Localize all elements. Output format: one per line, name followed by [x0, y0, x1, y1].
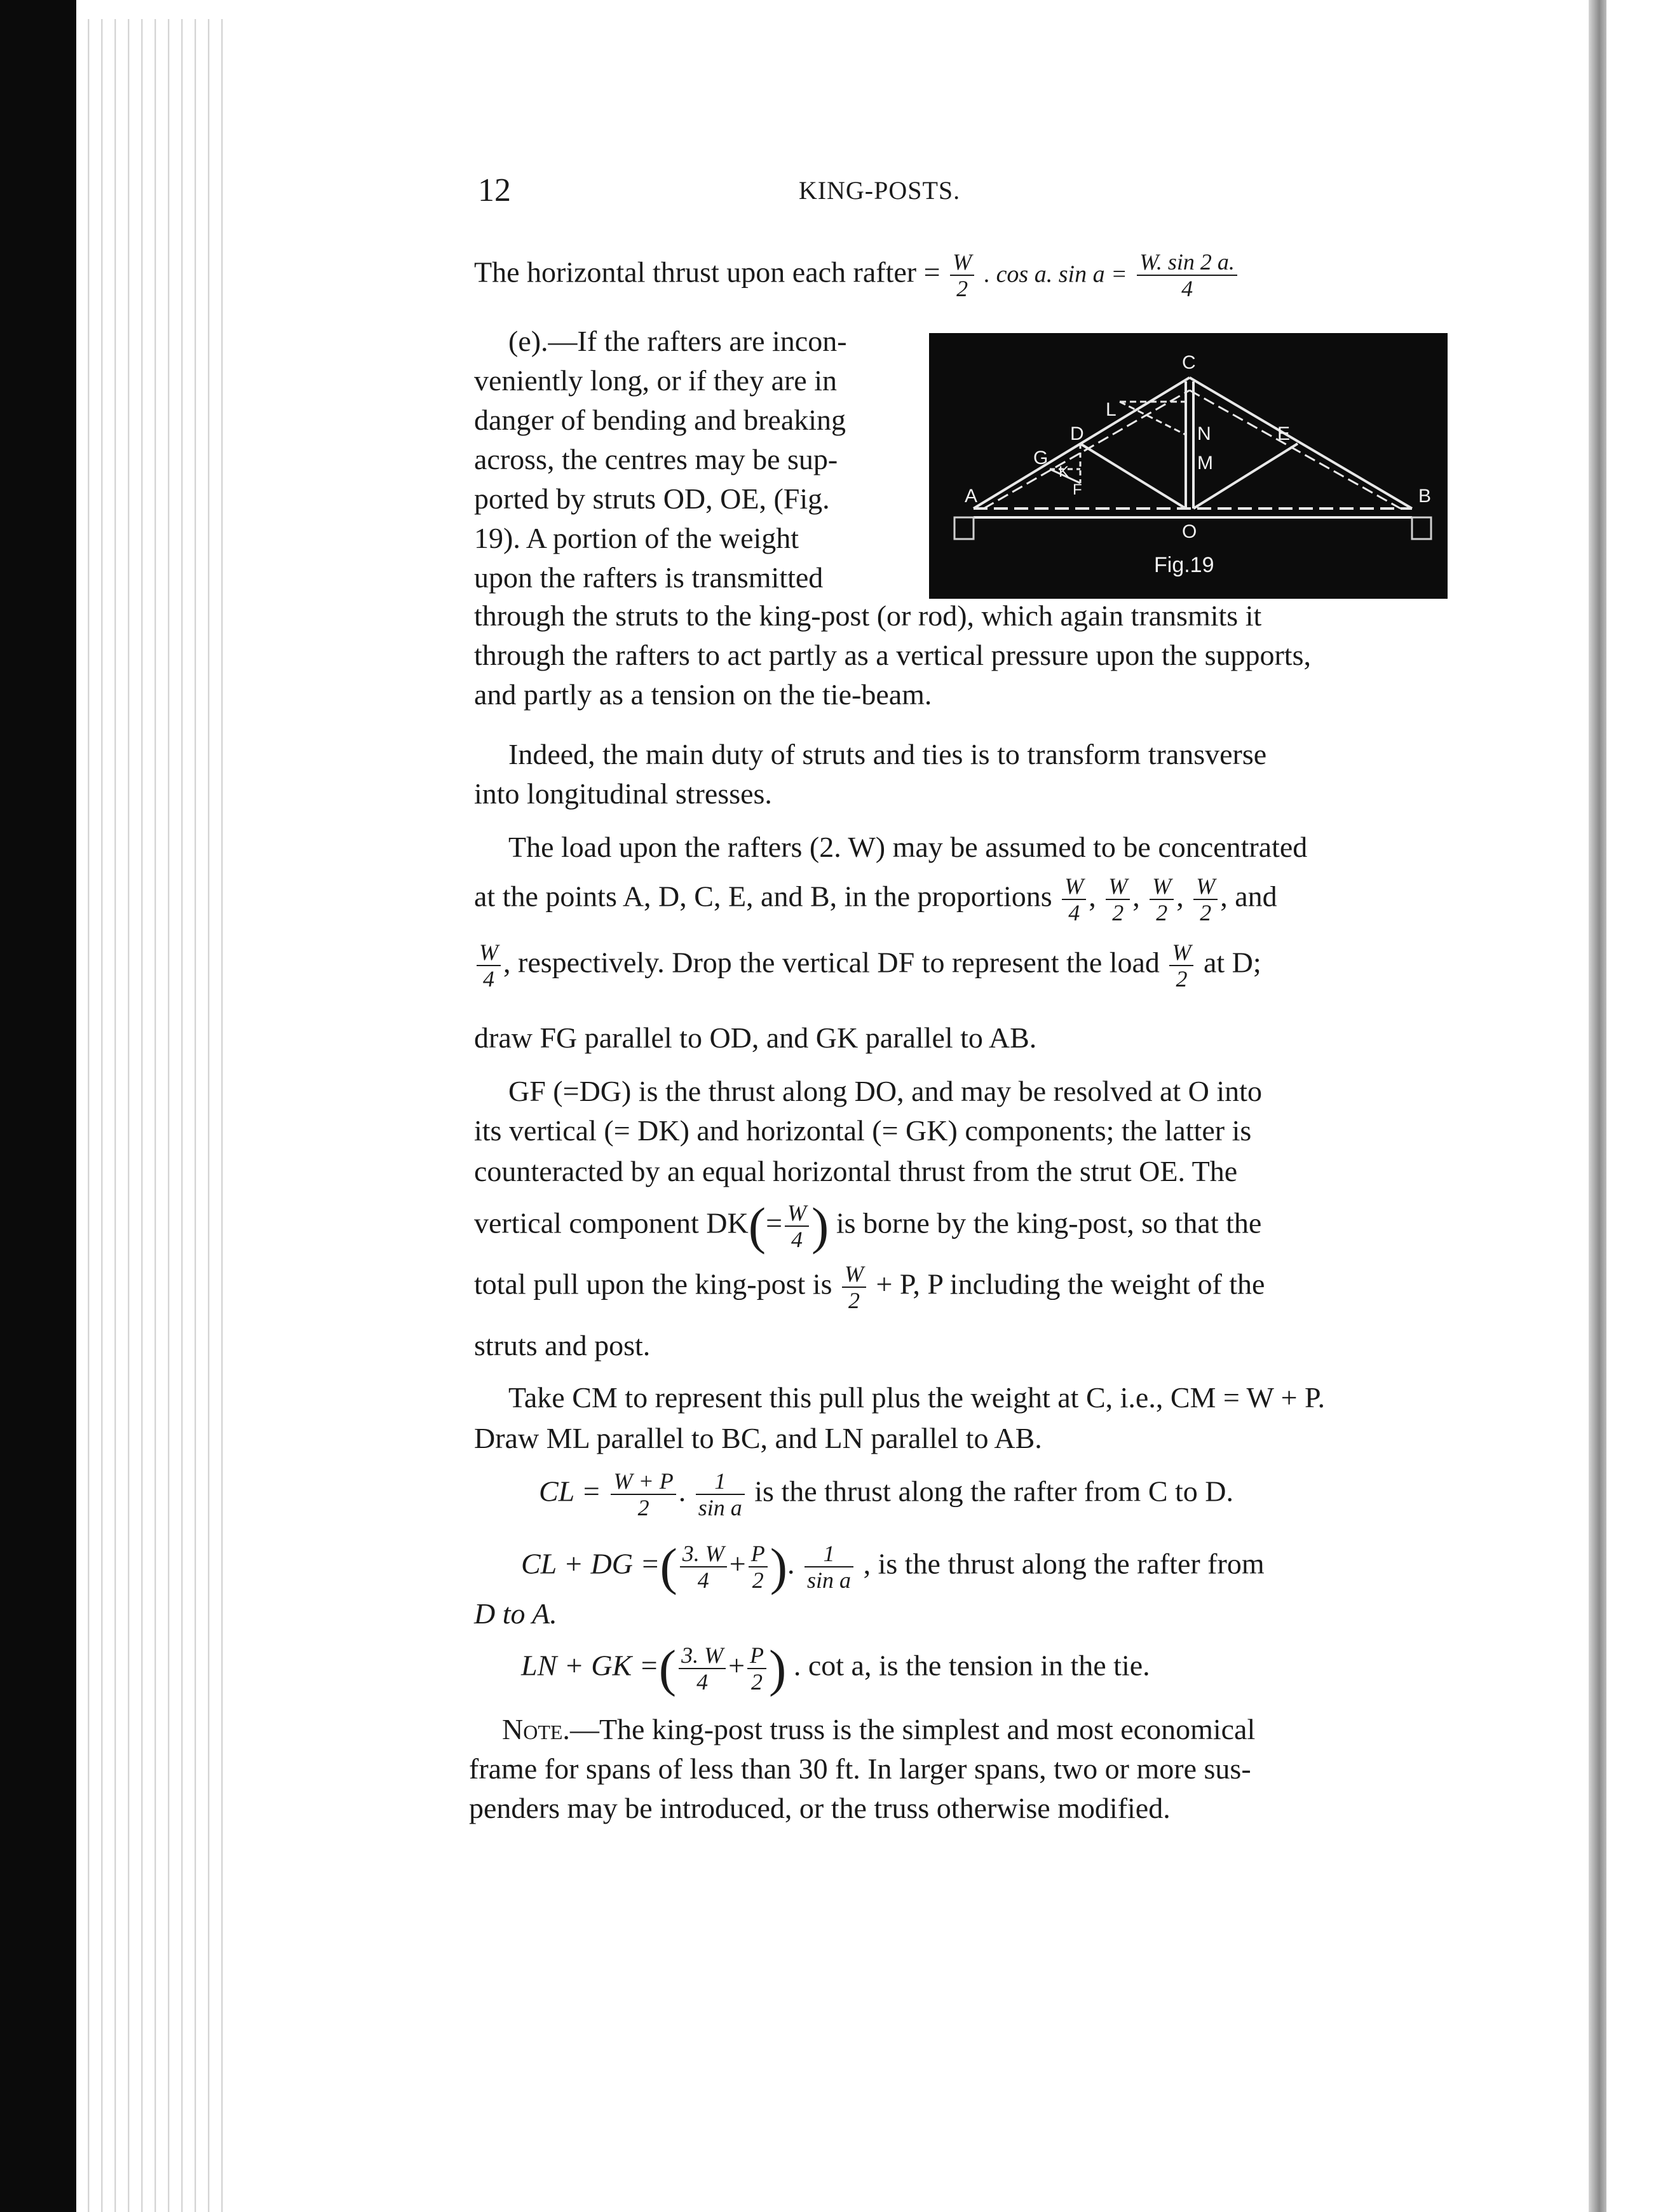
eq1-lhs: CL =: [539, 1475, 601, 1508]
gf-total-text: total pull upon the king-post is: [474, 1267, 832, 1301]
eq2-text: , is the thrust along the rafter from: [863, 1547, 1265, 1580]
fraction: [749, 1541, 768, 1593]
numerator: W. sin 2 a.: [1137, 249, 1237, 276]
fraction: [1150, 873, 1174, 925]
numerator: 3. W: [679, 1642, 726, 1669]
fraction: [950, 249, 974, 301]
fraction: [1169, 939, 1193, 992]
para-e-line-4: across, the centres may be sup-: [474, 443, 838, 475]
denominator: 4: [483, 966, 494, 992]
page-stack-edges: [76, 0, 229, 2212]
page-number: 12: [478, 172, 511, 208]
numerator: W: [1193, 873, 1218, 900]
denominator: 4: [1181, 276, 1193, 301]
fig-label-m: M: [1197, 453, 1213, 474]
numerator: W: [950, 249, 974, 276]
denominator: 4: [696, 1669, 709, 1695]
fig-label-b: B: [1418, 486, 1432, 507]
para-e-line-1: (e).—If the rafters are incon-: [508, 325, 847, 357]
denominator: 2: [848, 1288, 860, 1313]
para-e-line-3: danger of bending and breaking: [474, 404, 846, 436]
note-head: Note.: [502, 1713, 570, 1745]
para-gf-5: [474, 1261, 1265, 1313]
numerator: 3. W: [680, 1541, 727, 1567]
fraction: [477, 939, 501, 992]
fraction: [680, 1541, 727, 1593]
numerator: W: [477, 939, 501, 966]
fraction: [679, 1642, 726, 1695]
fig-caption: Fig.19: [1154, 553, 1214, 577]
denominator: 2: [1200, 900, 1212, 925]
numerator: W: [1150, 873, 1174, 900]
note-text-1: —The king-post truss is the simplest and most economical: [569, 1713, 1256, 1745]
eq3-text: . cot a, is the tension in the tie.: [793, 1649, 1150, 1682]
scan-right-margin: [1606, 0, 1670, 2212]
para-e-line-7: upon the rafters is transmitted: [474, 561, 824, 594]
para-gf-3: counteracted by an equal horizontal thrust from the strut OE. The: [474, 1155, 1238, 1187]
para-gf-6: struts and post.: [474, 1329, 651, 1362]
fraction: [1106, 873, 1130, 925]
denominator: 2: [751, 1669, 763, 1695]
para-e-cont-1: through the struts to the king-post (or rod), which again transmits it: [474, 599, 1262, 632]
para-e-cont-3: and partly as a tension on the tie-beam.: [474, 678, 932, 711]
para-gf-2: its vertical (= DK) and horizontal (= GK) components; the latter is: [474, 1114, 1252, 1147]
fig-label-o: O: [1182, 521, 1197, 542]
thrust-formula-line: [474, 249, 1240, 301]
denominator: 2: [1176, 966, 1188, 992]
numerator: W: [1169, 939, 1193, 966]
thrust-mid: . cos a. sin a =: [984, 261, 1127, 288]
numerator: P: [749, 1541, 768, 1567]
fraction: [1137, 249, 1237, 301]
fig-label-a: A: [965, 486, 978, 507]
gf-borne-text: is borne by the king-post, so that the: [836, 1206, 1262, 1239]
numerator: W: [842, 1261, 866, 1288]
thrust-text: The horizontal thrust upon each rafter =: [474, 256, 940, 289]
eq2-lhs: CL + DG =: [521, 1547, 660, 1580]
denominator: 2: [956, 276, 968, 301]
denominator: 2: [1112, 900, 1124, 925]
note-line-3: penders may be introduced, or the truss otherwise modified.: [469, 1792, 1171, 1824]
fraction: [696, 1468, 745, 1520]
denominator: sin a: [807, 1567, 852, 1593]
denominator: 4: [1068, 900, 1080, 925]
load-text: at the points A, D, C, E, and B, in the proportions: [474, 880, 1052, 913]
para-load-1: The load upon the rafters (2. W) may be assumed to be concentrated: [508, 831, 1308, 863]
equation-cl-dg: CL + DG =( $\frac{3. W}{4}$ + $\frac{P}{2}$ ). $\frac{1}{\text{sin a}}$ , is the thrust along the rafter from: [521, 1538, 1265, 1595]
fig-label-l: L: [1106, 399, 1117, 420]
truss-diagram: [929, 333, 1448, 599]
para-e-line-5: ported by struts OD, OE, (Fig.: [474, 482, 830, 515]
para-e-line-2: veniently long, or if they are in: [474, 364, 838, 397]
load-respectively: respectively. Drop the vertical DF to represent the load: [518, 946, 1160, 979]
equation-ln-gk: LN + GK =( $\frac{3. W}{4}$ + $\frac{P}{2}$ ) . cot a, is the tension in the tie.: [521, 1639, 1150, 1697]
load-and: and: [1235, 880, 1277, 913]
numerator: P: [747, 1642, 766, 1669]
numerator: W: [1062, 873, 1086, 900]
scan-left-margin: [0, 0, 76, 2212]
para-indeed-2: into longitudinal stresses.: [474, 777, 772, 810]
para-load-2: at the points A, D, C, E, and B, in the proportions $\frac{W}{4}$ , $\frac{W}{2}$ , $\frac{W}{2}$ , $\frac{W}{2}$ , and: [474, 873, 1277, 925]
fraction: [804, 1541, 853, 1593]
numerator: W: [1106, 873, 1130, 900]
note-line-1: [502, 1712, 1255, 1746]
fraction: [1062, 873, 1086, 925]
fraction: [785, 1200, 809, 1252]
eq2-continuation: D to A.: [474, 1597, 557, 1630]
note-line-2: frame for spans of less than 30 ft. In larger spans, two or more sus-: [469, 1752, 1251, 1785]
gf-vertical-text: vertical component DK: [474, 1206, 749, 1239]
numerator: 1: [696, 1468, 745, 1495]
para-indeed-1: Indeed, the main duty of struts and ties is to transform transverse: [508, 738, 1267, 770]
para-cm-2: Draw ML parallel to BC, and LN parallel to AB.: [474, 1422, 1042, 1454]
fraction: [842, 1261, 866, 1313]
fraction: [611, 1468, 675, 1520]
load-at-d: at D;: [1203, 946, 1261, 979]
para-gf-4: vertical component DK(= $\frac{W}{4}$ ) is borne by the king-post, so that the: [474, 1197, 1262, 1255]
numerator: W: [785, 1200, 809, 1227]
fig-label-k: K: [1059, 463, 1069, 481]
fig-label-g: G: [1033, 447, 1049, 468]
para-load-4: draw FG parallel to OD, and GK parallel to AB.: [474, 1021, 1037, 1054]
para-e-cont-2: through the rafters to act partly as a vertical pressure upon the supports,: [474, 639, 1311, 671]
fraction: [1193, 873, 1218, 925]
denominator: 2: [752, 1567, 764, 1593]
truss-figure: [929, 333, 1448, 599]
denominator: 4: [697, 1567, 709, 1593]
gf-plus-p: + P, P including the weight of the: [876, 1267, 1265, 1301]
para-e-line-6: 19). A portion of the weight: [474, 522, 799, 554]
fig-label-e: E: [1277, 423, 1291, 444]
eq1-text: is the thrust along the rafter from C to D.: [754, 1475, 1234, 1508]
denominator: sin a: [698, 1495, 742, 1520]
fig-label-n: N: [1197, 423, 1211, 444]
denominator: 2: [1156, 900, 1168, 925]
fig-label-c: C: [1182, 352, 1196, 373]
page-stack-top: [76, 0, 229, 19]
fig-label-f: F: [1073, 481, 1082, 498]
denominator: 2: [637, 1495, 649, 1520]
fraction: [747, 1642, 766, 1695]
book-gutter-shadow: [1589, 0, 1606, 2212]
para-load-3: $\frac{W}{4}$ , respectively. Drop the vertical DF to represent the load $\frac{W}{2}$ at D;: [474, 939, 1261, 992]
running-title: KING-POSTS.: [798, 176, 961, 205]
eq3-lhs: LN + GK =: [521, 1649, 659, 1682]
denominator: 4: [791, 1227, 803, 1252]
equation-cl: CL = $\frac{W + P}{2}$ . $\frac{1}{\text{sin a}}$ is the thrust along the rafter from C to D.: [539, 1468, 1234, 1520]
fig-label-d: D: [1070, 423, 1084, 444]
numerator: 1: [804, 1541, 853, 1567]
para-cm-1: Take CM to represent this pull plus the weight at C, i.e., CM = W + P.: [508, 1381, 1326, 1414]
numerator: W + P: [611, 1468, 675, 1495]
para-gf-1: GF (=DG) is the thrust along DO, and may be resolved at O into: [508, 1075, 1262, 1107]
